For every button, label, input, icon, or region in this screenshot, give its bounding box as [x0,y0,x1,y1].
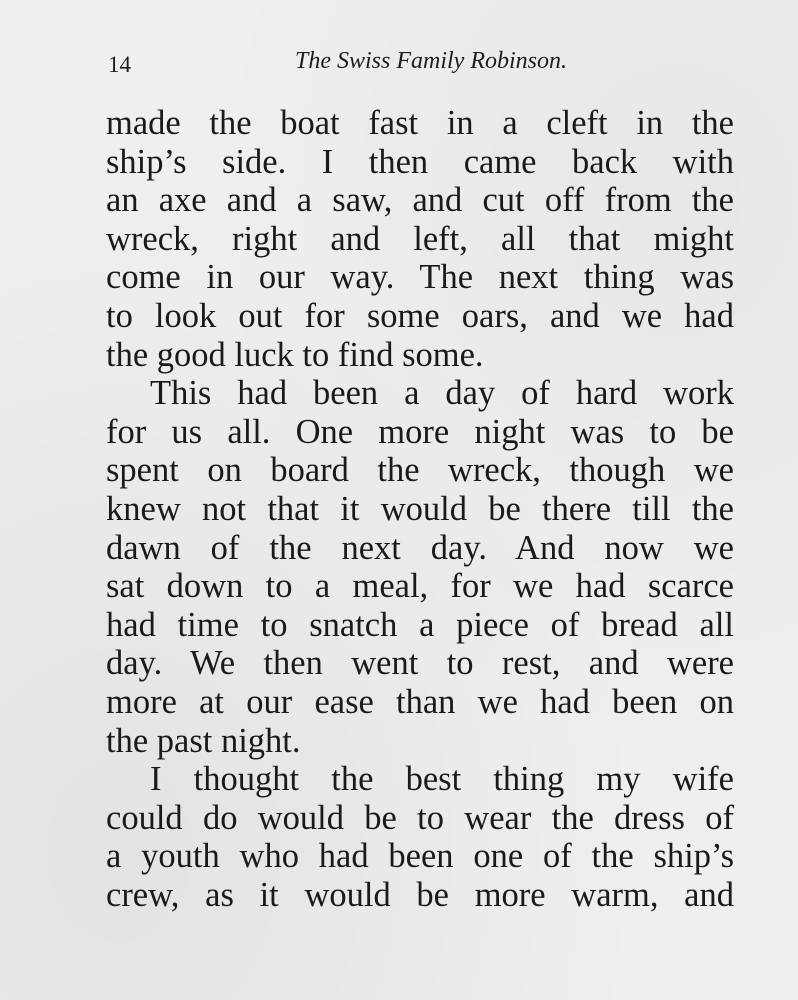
text-line: crew, as it would be more warm, and [106,875,734,914]
text-line: spent on board the wreck, though we [106,451,734,490]
body-text [106,104,734,914]
text-line: more at our ease than we had been on [106,682,734,721]
text-line: This had been a day of hard work [150,374,734,413]
text-line: the good luck to find some. [106,335,484,374]
text-line: an axe and a saw, and cut off from the [106,181,734,220]
page-header [108,48,734,80]
text-line: made the boat fast in a cleft in the [106,104,734,142]
text-line: day. We then went to rest, and were [106,644,734,683]
text-line: had time to snatch a piece of bread all [106,605,734,644]
page-number: 14 [108,52,131,77]
text-line: I thought the best thing my wife [150,760,734,799]
text-line: the past night. [106,721,301,760]
text-line: come in our way. The next thing was [106,258,734,297]
text-line: dawn of the next day. And now we [106,528,734,567]
text-line: for us all. One more night was to be [106,412,734,451]
text-line: a youth who had been one of the ship’s [106,837,734,876]
text-line: could do would be to wear the dress of [106,798,734,837]
text-line: wreck, right and left, all that might [106,219,734,258]
text-line: knew not that it would be there till the [106,489,734,528]
text-line: ship’s side. I then came back with [106,142,734,181]
text-line: to look out for some oars, and we had [106,296,734,335]
running-title: The Swiss Family Robinson. [294,48,567,74]
text-line: sat down to a meal, for we had scarce [106,567,734,606]
